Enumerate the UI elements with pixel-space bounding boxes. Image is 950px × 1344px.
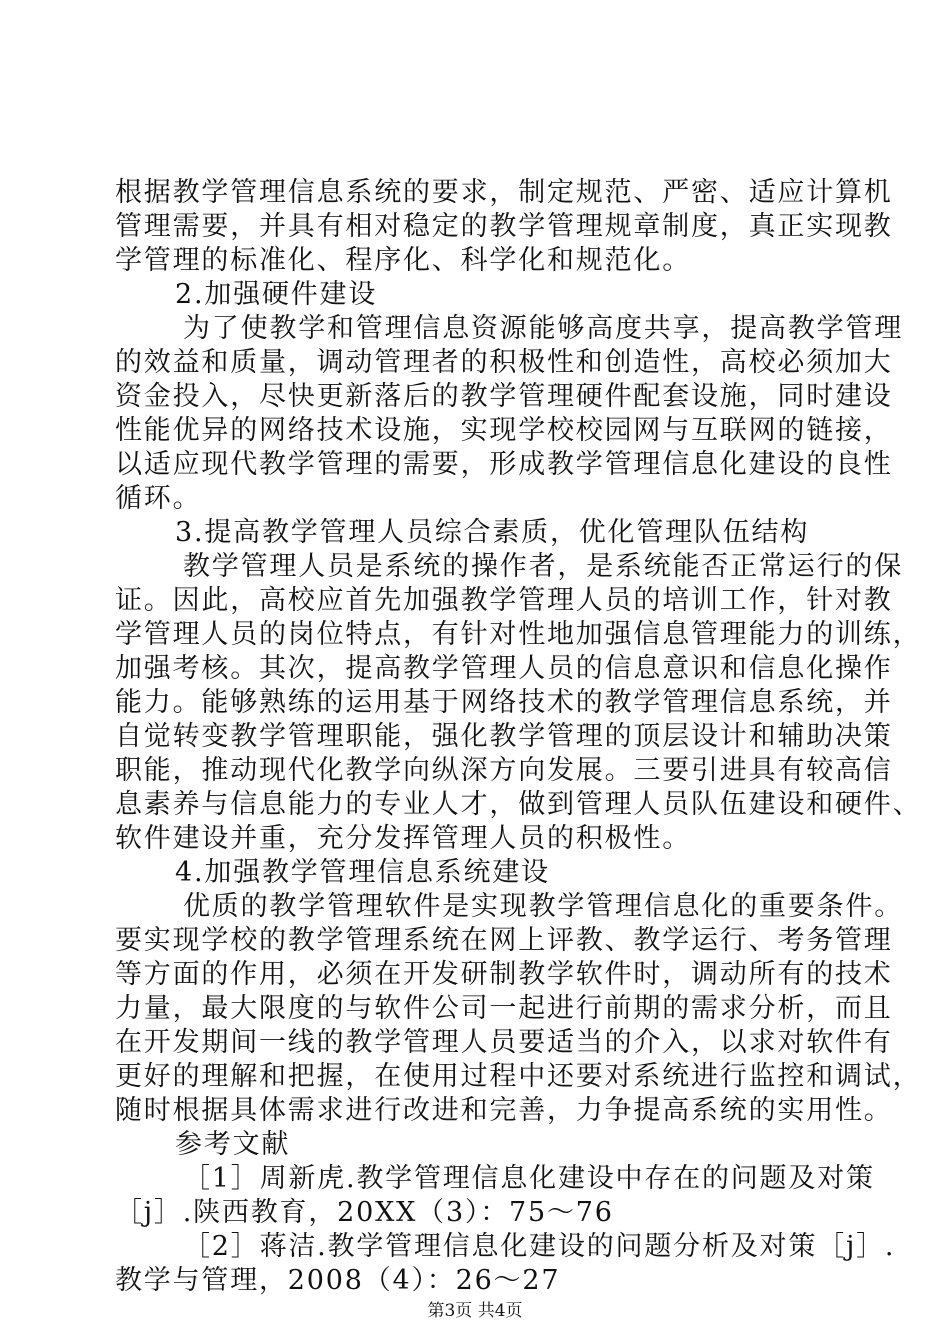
- paragraph-line: 能力。能够熟练的运用基于网络技术的教学管理信息系统，并: [115, 687, 893, 718]
- paragraph-line: 学管理的标准化、程序化、科学化和规范化。: [115, 245, 691, 276]
- paragraph-line: 随时根据具体需求进行改进和完善，力争提高系统的实用性。: [115, 1095, 893, 1126]
- paragraph-line: 力量，最大限度的与软件公司一起进行前期的需求分析，而且: [115, 993, 893, 1024]
- paragraph-line: 根据教学管理信息系统的要求，制定规范、严密、适应计算机: [115, 177, 893, 208]
- reference-line: ［j］.陕西教育，20XX（3）：75～76: [115, 1197, 614, 1228]
- section-heading: 3.提高教学管理人员综合素质，优化管理队伍结构: [175, 517, 810, 548]
- paragraph-line: 证。因此，高校应首先加强教学管理人员的培训工作，针对教: [115, 585, 893, 616]
- paragraph-line: 在开发期间一线的教学管理人员要适当的介入，以求对软件有: [115, 1027, 893, 1058]
- paragraph-line: 软件建设并重，充分发挥管理人员的积极性。: [115, 823, 691, 854]
- reference-line: ［2］蒋洁.教学管理信息化建设的问题分析及对策［j］.: [183, 1231, 896, 1262]
- paragraph-line: 要实现学校的教学管理系统在网上评教、教学运行、考务管理: [115, 925, 893, 956]
- paragraph-line: 为了使教学和管理信息资源能够高度共享，提高教学管理: [183, 313, 903, 344]
- paragraph-line: 更好的理解和把握，在使用过程中还要对系统进行监控和调试，: [115, 1061, 922, 1092]
- paragraph-line: 资金投入，尽快更新落后的教学管理硬件配套设施，同时建设: [115, 381, 893, 412]
- reference-line: 教学与管理，2008（4）：26～27: [115, 1265, 561, 1296]
- paragraph-line: 性能优异的网络技术设施，实现学校校园网与互联网的链接，: [115, 415, 893, 446]
- paragraph-line: 以适应现代教学管理的需要，形成教学管理信息化建设的良性: [115, 449, 893, 480]
- page-number-footer: 第3页 共4页: [427, 1301, 523, 1321]
- paragraph-line: 教学管理人员是系统的操作者，是系统能否正常运行的保: [183, 551, 903, 582]
- paragraph-line: 优质的教学管理软件是实现教学管理信息化的重要条件。: [183, 891, 903, 922]
- paragraph-line: 等方面的作用，必须在开发研制教学软件时，调动所有的技术: [115, 959, 893, 990]
- paragraph-line: 学管理人员的岗位特点，有针对性地加强信息管理能力的训练，: [115, 619, 922, 650]
- paragraph-line: 自觉转变教学管理职能，强化教学管理的顶层设计和辅助决策: [115, 721, 893, 752]
- paragraph-line: 息素养与信息能力的专业人才，做到管理人员队伍建设和硬件、: [115, 789, 922, 820]
- section-heading: 4.加强教学管理信息系统建设: [175, 857, 550, 888]
- paragraph-line: 职能，推动现代化教学向纵深方向发展。三要引进具有较高信: [115, 755, 893, 786]
- references-title: 参考文献: [175, 1129, 291, 1160]
- paragraph-line: 的效益和质量，调动管理者的积极性和创造性，高校必须加大: [115, 347, 893, 378]
- paragraph-line: 循环。: [115, 483, 202, 514]
- paragraph-line: 管理需要，并具有相对稳定的教学管理规章制度，真正实现教: [115, 211, 893, 242]
- section-heading: 2.加强硬件建设: [175, 279, 378, 310]
- reference-line: ［1］周新虎.教学管理信息化建设中存在的问题及对策: [183, 1163, 875, 1194]
- paragraph-line: 加强考核。其次，提高教学管理人员的信息意识和信息化操作: [115, 653, 893, 684]
